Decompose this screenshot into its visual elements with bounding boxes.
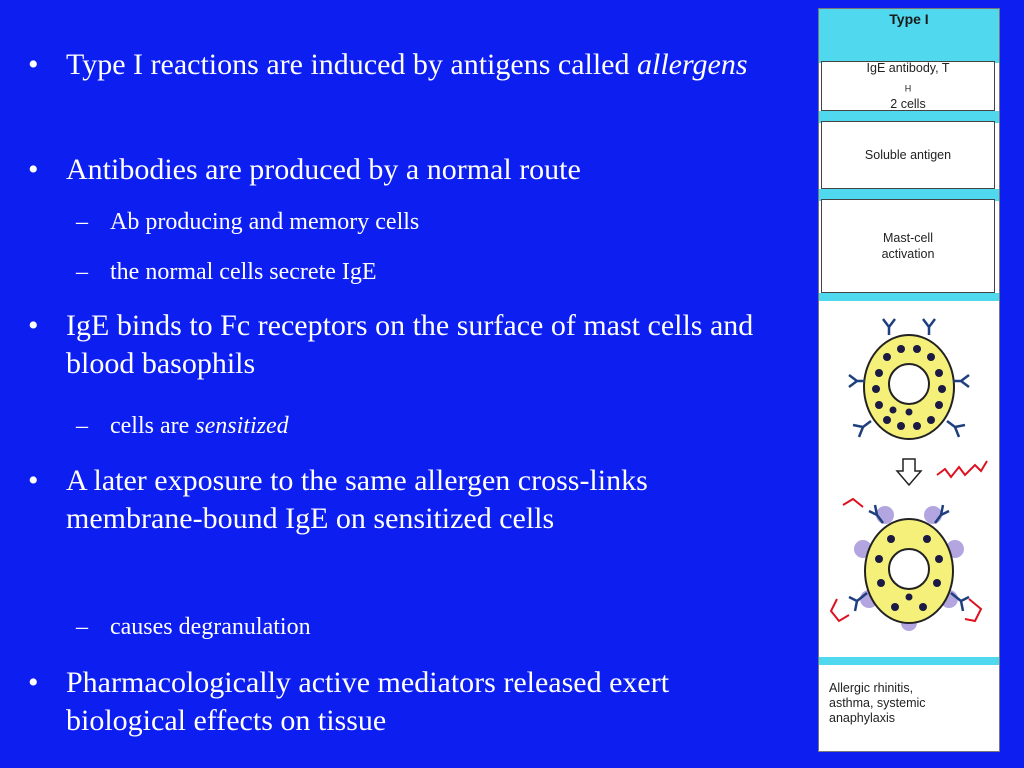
mast-cell-diagram	[819, 309, 999, 654]
outcome-text: anaphylaxis	[829, 711, 896, 725]
bullet-later-exposure	[28, 462, 768, 538]
figure-outcome	[829, 681, 994, 726]
dash-marker: –	[76, 413, 88, 439]
figure-title: Type I	[889, 11, 929, 27]
down-arrow-icon	[897, 459, 921, 485]
sub-bullet-ab-producing	[76, 207, 756, 237]
bullet-text: Pharmacologically active mediators released exert biological effects on tissue	[66, 666, 670, 737]
dash-marker: –	[76, 209, 88, 235]
figure-box-ige-th2	[821, 61, 995, 111]
figure-box-soluble-antigen	[821, 121, 995, 189]
bullet-ige-binds	[28, 307, 768, 383]
bullet-emphasis: allergens	[637, 48, 748, 81]
dash-marker: –	[76, 614, 88, 640]
bullet-marker: •	[28, 666, 39, 699]
allergen-icon	[937, 461, 987, 477]
bullet-text: IgE binds to Fc receptors on the surface of mast cells and blood basophils	[66, 309, 754, 380]
bullet-marker: •	[28, 464, 39, 497]
bullet-marker: •	[28, 153, 39, 186]
sub-bullet-normal-cells	[76, 257, 756, 287]
figure-band	[819, 293, 999, 301]
bullet-text: Ab producing and memory cells	[110, 209, 420, 235]
bullet-pharmacologic-mediators	[28, 664, 768, 740]
outcome-text: Allergic rhinitis,	[829, 681, 914, 695]
box-text: Soluble antigen	[864, 148, 952, 162]
bullet-marker: •	[28, 48, 39, 81]
activated-mast-cell	[831, 499, 981, 631]
bullet-text: the normal cells secrete IgE	[110, 259, 377, 285]
sensitized-mast-cell	[849, 319, 969, 439]
bullet-marker: •	[28, 309, 39, 342]
bullet-type-i-reactions	[28, 46, 768, 84]
bullet-text: cells are	[110, 413, 190, 439]
bullet-antibodies-produced	[28, 151, 768, 189]
bullet-text: causes degranulation	[110, 614, 311, 640]
bullet-text: A later exposure to the same allergen cross-links membrane-bound IgE on sensitized cells	[66, 464, 648, 535]
sub-bullet-degranulation	[76, 612, 756, 642]
box-text: Mast-cell	[882, 231, 933, 245]
figure-header	[819, 9, 999, 51]
bullet-text: Type I reactions are induced by antigens called	[66, 48, 630, 81]
bullet-text: Antibodies are produced by a normal route	[66, 153, 581, 186]
outcome-text: asthma, systemic	[829, 696, 926, 710]
box-text: activation	[881, 247, 935, 261]
figure-band	[819, 657, 999, 665]
sub-bullet-sensitized	[76, 411, 756, 441]
box-text: 2 cells	[890, 97, 926, 112]
type-i-hypersensitivity-figure	[818, 8, 1000, 752]
box-subscript: H	[904, 83, 912, 94]
box-text: IgE antibody, T	[866, 60, 950, 75]
figure-box-mast-cell-activation	[821, 199, 995, 293]
dash-marker: –	[76, 259, 88, 285]
bullet-emphasis: sensitized	[195, 413, 289, 439]
